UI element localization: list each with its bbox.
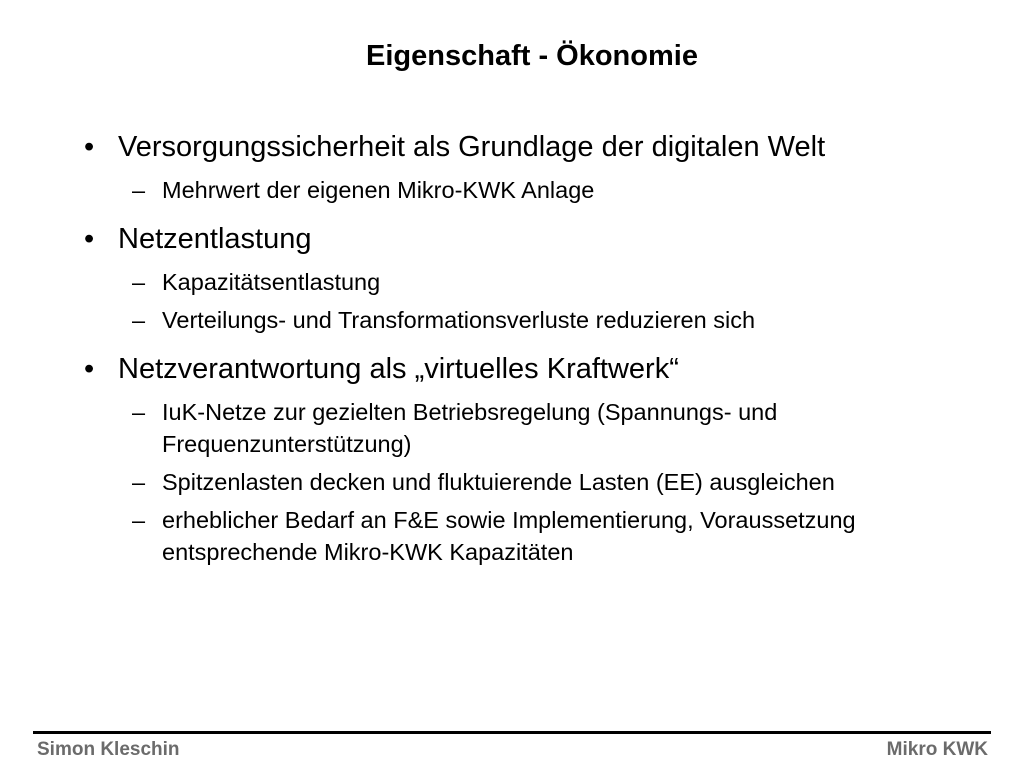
bullet-text: Versorgungssicherheit als Grundlage der digitalen Welt [118,131,826,163]
sub-bullet-marker: – [132,269,146,295]
bullet-item [0,126,1024,168]
bullet-item [0,218,1024,260]
sub-bullet-item [0,504,1024,568]
bullet-text: Netzentlastung [118,223,312,255]
sub-bullet-item [0,304,1024,336]
sub-bullet-item [0,174,1024,206]
bullet-marker: • [84,223,95,255]
bullet-marker: • [84,131,95,163]
sub-bullet-text: erheblicher Bedarf an F&E sowie Implementierung, Voraussetzung entsprechende Mikro-KWK Kapazitäten [162,507,856,565]
slide-title: Eigenschaft - Ökonomie [366,40,698,72]
footer-divider [33,731,991,734]
sub-bullet-marker: – [132,177,146,203]
bullet-list [0,126,1024,568]
footer-author: Simon Kleschin [37,739,180,760]
sub-bullet-text: Kapazitätsentlastung [162,269,381,295]
bullet-text: Netzverantwortung als „virtuelles Kraftwerk“ [118,353,679,385]
sub-bullet-marker: – [132,507,146,533]
sub-bullet-text: IuK-Netze zur gezielten Betriebsregelung (Spannungs- und Frequenzunterstützung) [162,399,778,457]
sub-bullet-text: Verteilungs- und Transformationsverluste reduzieren sich [162,307,756,333]
sub-bullet-text: Mehrwert der eigenen Mikro-KWK Anlage [162,177,595,203]
bullet-item [0,348,1024,390]
sub-bullet-marker: – [132,399,146,425]
sub-bullet-item [0,266,1024,298]
sub-bullet-text: Spitzenlasten decken und fluktuierende Lasten (EE) ausgleichen [162,469,835,495]
sub-bullet-marker: – [132,469,146,495]
sub-bullet-marker: – [132,307,146,333]
footer-topic: Mikro KWK [886,739,988,760]
sub-bullet-item [0,466,1024,498]
bullet-marker: • [84,353,95,385]
sub-bullet-item [0,396,1024,460]
